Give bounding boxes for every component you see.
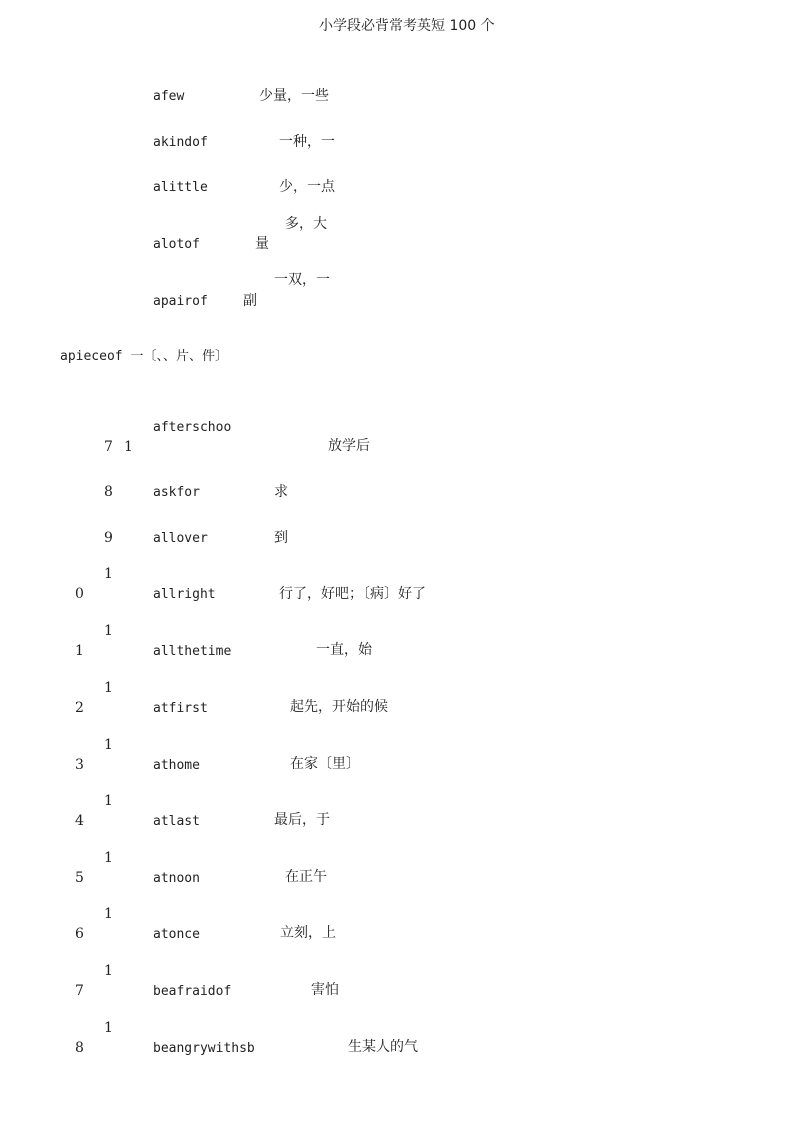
entry-number-tens: 1: [104, 1020, 113, 1036]
phrase-chinese: 放学后: [328, 438, 370, 454]
entry-number: 3: [75, 757, 84, 773]
entry-number: 5: [75, 870, 84, 886]
entry-number-tens: 1: [104, 850, 113, 866]
phrase-english: beafraidof: [153, 984, 232, 999]
entry-number: 8: [104, 484, 113, 500]
phrase-line: apieceof 一〔、、片、件〕: [60, 349, 228, 364]
phrase-english: allover: [153, 531, 208, 546]
phrase-english: afew: [153, 89, 185, 104]
phrase-chinese: 生某人的气: [348, 1039, 418, 1055]
phrase-chinese: 行了，好吧；〔病〕好了: [279, 586, 426, 602]
phrase-english: atnoon: [153, 871, 200, 886]
phrase-english: beangrywithsb: [153, 1041, 255, 1056]
entry-number-suffix: 1: [124, 439, 133, 455]
phrase-chinese: 立刻，上: [280, 925, 336, 941]
phrase-english: atlast: [153, 814, 200, 829]
phrase-chinese-line1: 多，大: [285, 216, 327, 232]
phrase-chinese: 在正午: [285, 869, 327, 885]
phrase-chinese: 在家〔里〕: [290, 756, 360, 772]
phrase-chinese: 少，一点: [279, 179, 335, 195]
phrase-english: afterschoo: [153, 420, 232, 435]
entry-number-tens: 1: [104, 906, 113, 922]
entry-number: 2: [75, 700, 84, 716]
entry-number: 6: [75, 926, 84, 942]
phrase-chinese: 一直，始: [316, 642, 372, 658]
phrase-english: athome: [153, 758, 200, 773]
phrase-chinese-line1: 一双，一: [274, 272, 330, 288]
phrase-chinese: 到: [274, 530, 288, 546]
phrase-english: allthetime: [153, 644, 232, 659]
phrase-english: atonce: [153, 927, 200, 942]
phrase-english: alittle: [153, 180, 208, 195]
entry-number-tens: 1: [104, 623, 113, 639]
phrase-chinese: 少量，一些: [259, 88, 329, 104]
entry-number: 0: [75, 586, 84, 602]
page-title: 小学段必背常考英短 100 个: [319, 18, 495, 34]
phrase-chinese: 起先，开始的候: [290, 699, 388, 715]
entry-number-tens: 1: [104, 793, 113, 809]
entry-number-tens: 1: [104, 963, 113, 979]
entry-number: 7: [104, 439, 113, 455]
phrase-chinese: 量: [255, 236, 269, 252]
phrase-english: alotof: [153, 237, 200, 252]
phrase-english: allright: [153, 587, 216, 602]
entry-number: 8: [75, 1040, 84, 1056]
entry-number: 7: [75, 983, 84, 999]
phrase-chinese: 一种，一: [279, 134, 335, 150]
phrase-english: atfirst: [153, 701, 208, 716]
phrase-chinese: 副: [243, 293, 257, 309]
entry-number: 1: [75, 643, 84, 659]
phrase-chinese: 害怕: [311, 982, 339, 998]
entry-number: 9: [104, 530, 113, 546]
entry-number-tens: 1: [104, 680, 113, 696]
phrase-english: askfor: [153, 485, 200, 500]
entry-number-tens: 1: [104, 737, 113, 753]
entry-number: 4: [75, 813, 84, 829]
entry-number-tens: 1: [104, 566, 113, 582]
phrase-english: akindof: [153, 135, 208, 150]
phrase-chinese: 最后，于: [274, 812, 330, 828]
phrase-chinese: 求: [274, 484, 288, 500]
phrase-english: apairof: [153, 294, 208, 309]
